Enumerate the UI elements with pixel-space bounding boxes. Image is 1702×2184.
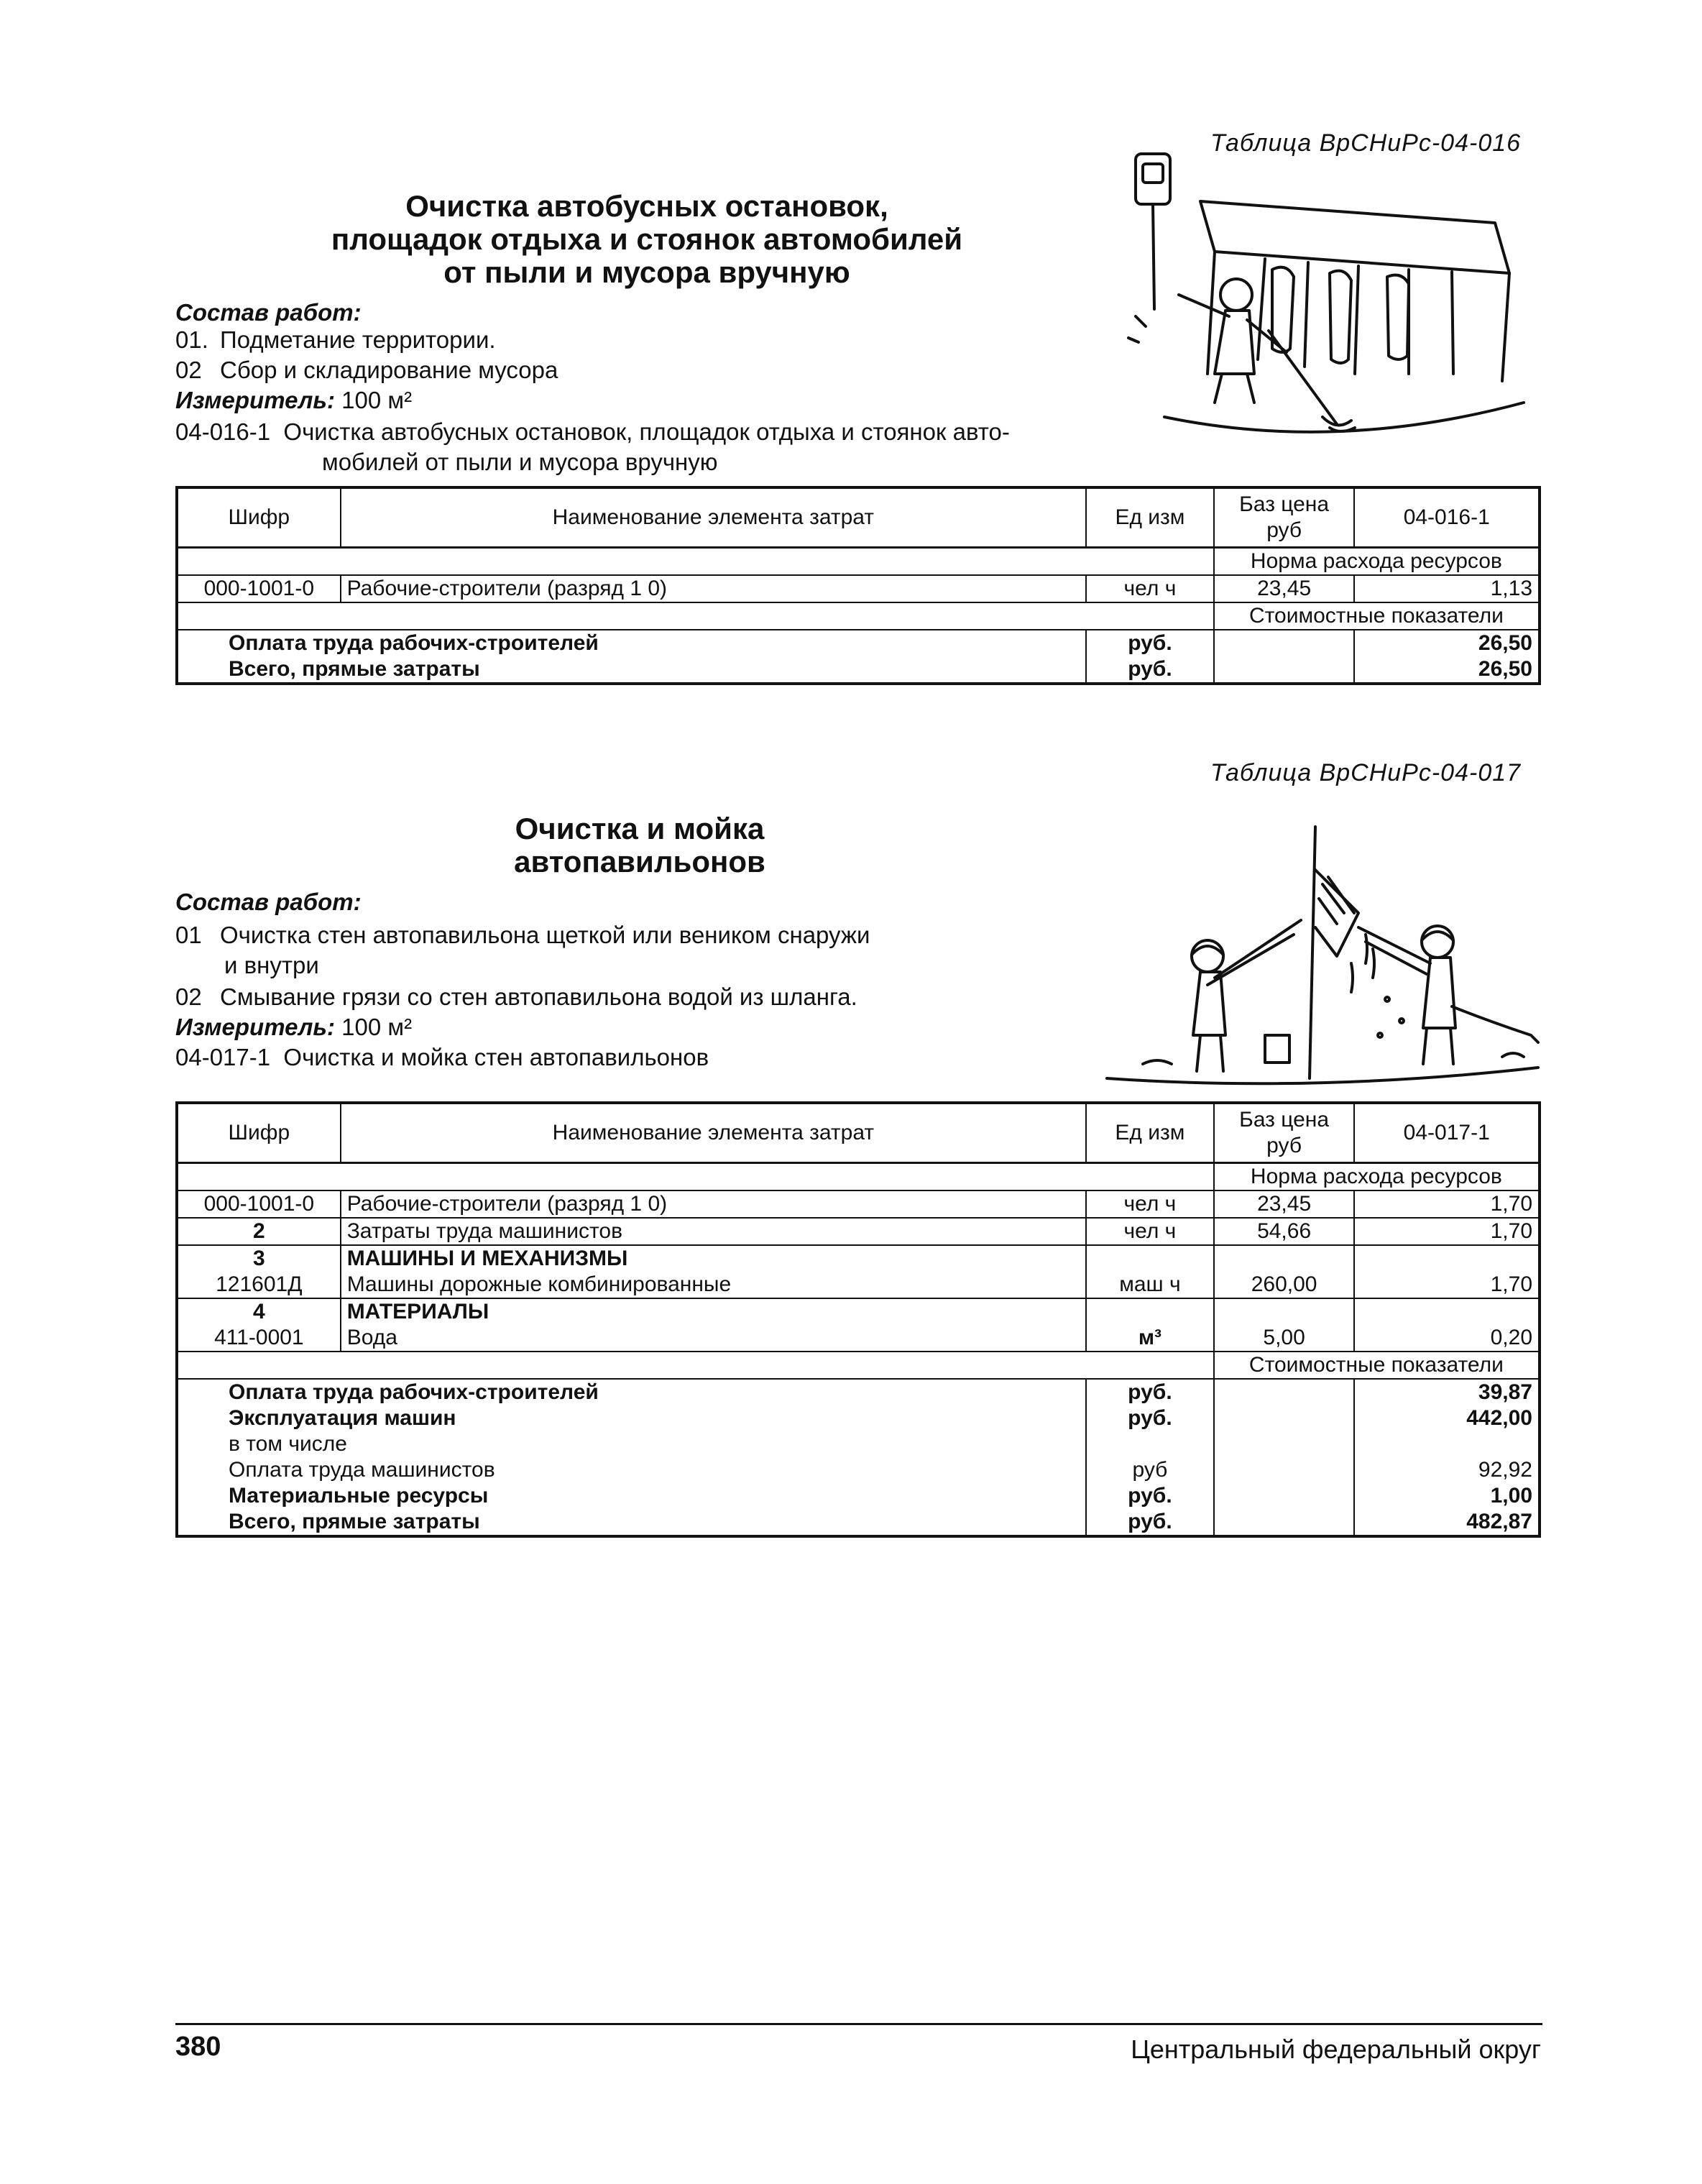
totals-row: [177, 1509, 1540, 1536]
work-item-number: 02: [175, 357, 202, 383]
work-item-text: Подметание территории.: [220, 326, 496, 353]
cell-unit: чел ч: [1086, 1190, 1214, 1218]
section-row: [177, 602, 1540, 630]
cell-name: Вода: [341, 1325, 1086, 1352]
totals-row: [177, 630, 1540, 656]
group-heading-row: [177, 1245, 1540, 1272]
cell-value: 1,13: [1354, 575, 1540, 602]
measure-label: Измеритель:: [175, 387, 335, 413]
table1-title-line: от пыли и мусора вручную: [443, 255, 850, 289]
total-price: [1214, 1431, 1355, 1457]
cell-unit: чел ч: [1086, 1218, 1214, 1245]
total-price: [1214, 1509, 1355, 1536]
total-value: 26,50: [1354, 630, 1540, 656]
work-item-number: 01: [175, 922, 202, 948]
footer-region: Центральный федеральный округ: [1131, 2034, 1541, 2064]
table-row: [177, 575, 1540, 602]
table2-cost-table: [175, 1101, 1541, 1538]
totals-row: [177, 1405, 1540, 1431]
table2-work-item-cont: и внутри: [224, 952, 319, 978]
total-name: в том числе: [229, 1432, 347, 1456]
group-heading-row: [177, 1298, 1540, 1325]
total-unit: руб: [1086, 1457, 1214, 1483]
section-norm-label: Норма расхода ресурсов: [1214, 1163, 1540, 1191]
header-price: Баз цена руб: [1214, 1103, 1355, 1163]
cell-value: 1,70: [1354, 1190, 1540, 1218]
work-item-number: 01.: [175, 326, 208, 353]
cell-unit: маш ч: [1086, 1272, 1214, 1298]
table2-title-line: автопавильонов: [514, 845, 765, 878]
table-row: [177, 1190, 1540, 1218]
table1-title-line: Очистка автобусных остановок,: [405, 189, 888, 223]
section-row: [177, 1163, 1540, 1191]
work-item-text: Смывание грязи со стен автопавильона водой из шланга.: [220, 983, 857, 1010]
table2-work-label: Состав работ:: [175, 889, 362, 915]
total-name: Материальные ресурсы: [229, 1484, 489, 1508]
total-unit: руб.: [1086, 1483, 1214, 1509]
table-row: [177, 1218, 1540, 1245]
cell-name: Рабочие-строители (разряд 1 0): [341, 575, 1086, 602]
cell-code: 2: [177, 1218, 341, 1245]
total-unit: [1086, 1431, 1214, 1457]
table-header-row: [177, 487, 1540, 548]
table2-work-item: [175, 920, 870, 950]
header-unit: Ед изм: [1086, 1103, 1214, 1163]
table2-title-line: Очистка и мойка: [515, 812, 765, 845]
cell-code: 000-1001-0: [177, 1190, 341, 1218]
table1-work-item: [175, 325, 496, 355]
cell-price: 23,45: [1214, 575, 1355, 602]
total-name: Оплата труда рабочих-строителей: [229, 631, 599, 655]
table1-measure: [175, 385, 412, 416]
cell-code: 000-1001-0: [177, 575, 341, 602]
cell-value: 1,70: [1354, 1272, 1540, 1298]
table2-title: [460, 812, 819, 878]
cell-value: 0,20: [1354, 1325, 1540, 1352]
header-code: Шифр: [177, 487, 341, 548]
measure-value: 100 м²: [341, 1014, 413, 1040]
cell-name: Рабочие-строители (разряд 1 0): [341, 1190, 1086, 1218]
footer-divider: [175, 2023, 1542, 2025]
section-row: [177, 1352, 1540, 1379]
total-unit: руб.: [1086, 630, 1214, 656]
cell-value: 1,70: [1354, 1218, 1540, 1245]
total-unit: руб.: [1086, 1405, 1214, 1431]
section-cost-label: Стоимостные показатели: [1214, 1352, 1540, 1379]
cell-code: 411-0001: [177, 1325, 341, 1352]
cell-price: 260,00: [1214, 1272, 1355, 1298]
table1-code-desc-cont: мобилей от пыли и мусора вручную: [322, 449, 718, 475]
cell-name: Машины дорожные комбинированные: [341, 1272, 1086, 1298]
total-value: [1354, 1431, 1540, 1457]
page-number: 380: [175, 2032, 221, 2062]
table1-title-line: площадок отдыха и стоянок автомобилей: [331, 222, 963, 256]
total-value: 39,87: [1354, 1379, 1540, 1405]
header-price: Баз цена руб: [1214, 487, 1355, 548]
table1-cost-table: [175, 486, 1541, 685]
total-price: [1214, 656, 1355, 684]
cell-price: 5,00: [1214, 1325, 1355, 1352]
cell-price: 54,66: [1214, 1218, 1355, 1245]
totals-row: [177, 1431, 1540, 1457]
totals-row: [177, 656, 1540, 684]
group-heading: МАТЕРИАЛЫ: [341, 1298, 1086, 1325]
pavilion-washing-illustration: [1100, 820, 1545, 1093]
total-value: 92,92: [1354, 1457, 1540, 1483]
table1-code-desc: 04-016-1 Очистка автобусных остановок, площадок отдыха и стоянок авто-: [175, 418, 1010, 445]
total-price: [1214, 1405, 1355, 1431]
total-price: [1214, 630, 1355, 656]
totals-row: [177, 1379, 1540, 1405]
table1-caption: Таблица ВрСНиРс-04-016: [1210, 129, 1522, 157]
bus-stop-sweeping-illustration: [1121, 144, 1552, 446]
total-name: Эксплуатация машин: [229, 1406, 456, 1430]
total-name: Оплата труда машинистов: [229, 1458, 495, 1482]
total-name: Всего, прямые затраты: [229, 1510, 480, 1533]
work-item-text: Очистка стен автопавильона щеткой или веником снаружи: [220, 922, 870, 948]
total-unit: руб.: [1086, 1509, 1214, 1536]
cell-unit: чел ч: [1086, 575, 1214, 602]
header-name: Наименование элемента затрат: [341, 487, 1086, 548]
cell-unit: м³: [1086, 1325, 1214, 1352]
group-number: 4: [177, 1298, 341, 1325]
table2-caption: Таблица ВрСНиРс-04-017: [1210, 759, 1522, 786]
total-value: 1,00: [1354, 1483, 1540, 1509]
section-row: [177, 548, 1540, 576]
totals-row: [177, 1483, 1540, 1509]
group-number: 3: [177, 1245, 341, 1272]
total-price: [1214, 1457, 1355, 1483]
table-row: [177, 1325, 1540, 1352]
total-unit: руб.: [1086, 656, 1214, 684]
header-norm: 04-017-1: [1354, 1103, 1540, 1163]
total-price: [1214, 1379, 1355, 1405]
measure-value: 100 м²: [341, 387, 413, 413]
totals-row: [177, 1457, 1540, 1483]
work-item-number: 02: [175, 983, 202, 1010]
work-item-text: Сбор и складирование мусора: [220, 357, 558, 383]
header-norm: 04-016-1: [1354, 487, 1540, 548]
group-heading: МАШИНЫ И МЕХАНИЗМЫ: [341, 1245, 1086, 1272]
cell-code: 121601Д: [177, 1272, 341, 1298]
section-cost-label: Стоимостные показатели: [1214, 602, 1540, 630]
total-name: Всего, прямые затраты: [229, 657, 480, 681]
total-unit: руб.: [1086, 1379, 1214, 1405]
cell-price: 23,45: [1214, 1190, 1355, 1218]
section-norm-label: Норма расхода ресурсов: [1214, 548, 1540, 576]
header-unit: Ед изм: [1086, 487, 1214, 548]
table2-measure: [175, 1012, 412, 1042]
cell-name: Затраты труда машинистов: [341, 1218, 1086, 1245]
total-value: 482,87: [1354, 1509, 1540, 1536]
measure-label: Измеритель:: [175, 1014, 335, 1040]
total-value: 442,00: [1354, 1405, 1540, 1431]
table1-title: [259, 190, 1035, 289]
header-name: Наименование элемента затрат: [341, 1103, 1086, 1163]
table2-work-item: [175, 982, 857, 1012]
total-value: 26,50: [1354, 656, 1540, 684]
table1-work-item: [175, 355, 558, 385]
total-name: Оплата труда рабочих-строителей: [229, 1380, 599, 1404]
total-price: [1214, 1483, 1355, 1509]
table2-code-desc: 04-017-1 Очистка и мойка стен автопавильонов: [175, 1044, 709, 1070]
table-row: [177, 1272, 1540, 1298]
header-code: Шифр: [177, 1103, 341, 1163]
table1-work-label: Состав работ:: [175, 299, 362, 326]
table-header-row: [177, 1103, 1540, 1163]
